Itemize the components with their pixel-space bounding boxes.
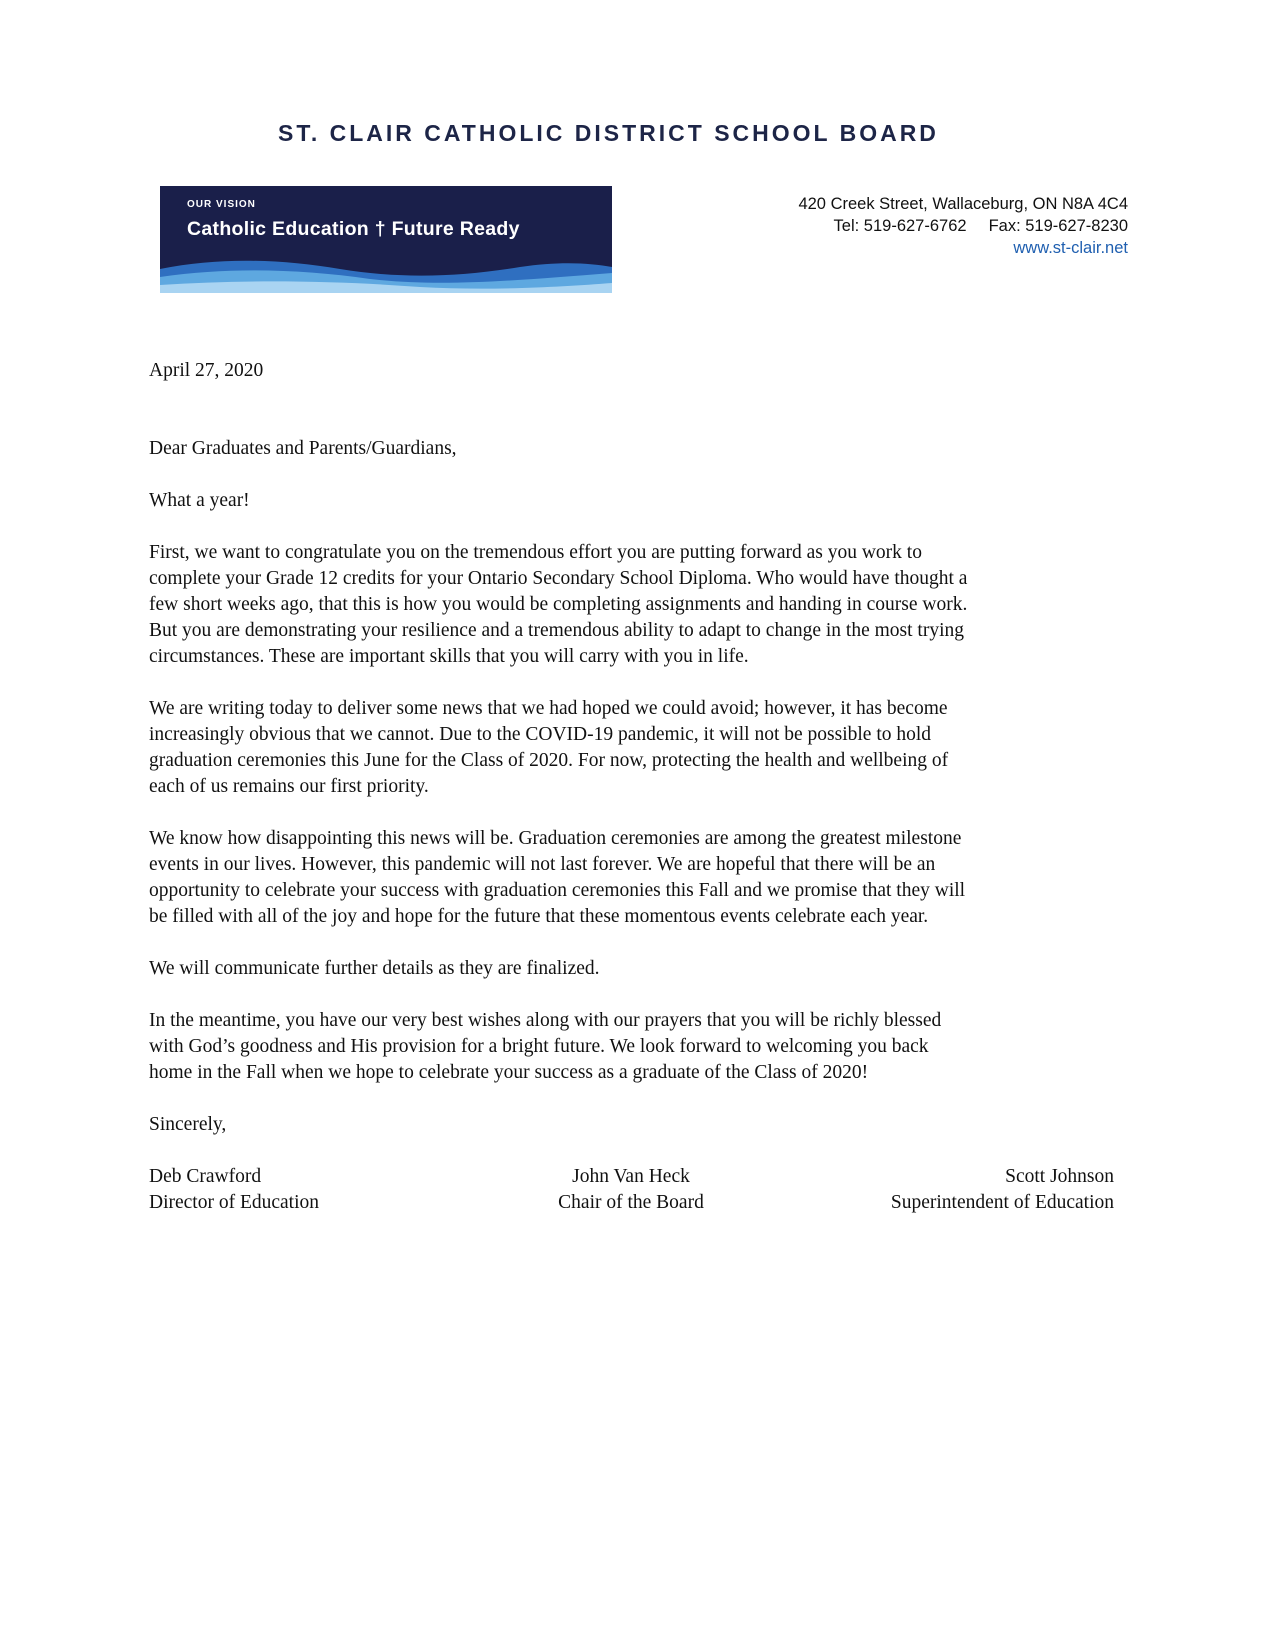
paragraph-1 xyxy=(149,488,1139,514)
paragraph-line: opportunity to celebrate your success with graduation ceremonies this Fall and we promise that they will xyxy=(149,880,966,901)
paragraph-line: complete your Grade 12 credits for your Ontario Secondary School Diploma. Who would have thought a xyxy=(149,568,968,589)
vision-banner xyxy=(160,186,612,293)
signatory-title: Superintendent of Education xyxy=(890,1192,1114,1213)
tel-text: Tel: 519-627-6762 xyxy=(833,217,967,235)
paragraph-2 xyxy=(149,540,1139,670)
closing: Sincerely, xyxy=(149,1114,227,1135)
website-link[interactable]: www.st-clair.net xyxy=(1013,239,1128,257)
paragraph-line: home in the Fall when we hope to celebrate your success as a graduate of the Class of 2020! xyxy=(149,1062,869,1083)
paragraph-line: We will communicate further details as they are finalized. xyxy=(149,958,600,979)
signatory-name: Scott Johnson xyxy=(1005,1166,1114,1187)
paragraph-line: We are writing today to deliver some news that we had hoped we could avoid; however, it has become xyxy=(149,698,948,719)
board-name-heading: ST. CLAIR CATHOLIC DISTRICT SCHOOL BOARD xyxy=(278,120,939,146)
fax-text: Fax: 519-627-8230 xyxy=(988,217,1128,235)
signatory-title: Chair of the Board xyxy=(558,1192,704,1213)
paragraph-line: First, we want to congratulate you on the tremendous effort you are putting forward as you work to xyxy=(149,542,922,563)
paragraph-3 xyxy=(149,696,1139,800)
address-line: 420 Creek Street, Wallaceburg, ON N8A 4C4 xyxy=(798,195,1128,213)
signatory-chair xyxy=(521,1164,741,1216)
paragraph-6 xyxy=(149,1008,1139,1086)
paragraph-line: increasingly obvious that we cannot. Due to the COVID-19 pandemic, it will not be possible to hold xyxy=(149,724,932,745)
paragraph-line: events in our lives. However, this pandemic will not last forever. We are hopeful that there will be an xyxy=(149,854,936,875)
paragraph-line: graduation ceremonies this June for the Class of 2020. For now, protecting the health and wellbeing of xyxy=(149,750,949,771)
paragraph-line: be filled with all of the joy and hope for the future that these momentous events celebrate each year. xyxy=(149,906,929,927)
signatory-name: Deb Crawford xyxy=(149,1166,262,1187)
paragraph-line: We know how disappointing this news will be. Graduation ceremonies are among the greatest milestone xyxy=(149,828,962,849)
paragraph-line: But you are demonstrating your resilience and a tremendous ability to adapt to change in the most trying xyxy=(149,620,965,641)
wave-decoration-icon xyxy=(160,255,612,293)
paragraph-line: What a year! xyxy=(149,490,250,511)
signatory-name: John Van Heck xyxy=(572,1166,690,1187)
vision-text: Catholic Education † Future Ready xyxy=(187,218,520,240)
signatory-director xyxy=(149,1164,319,1216)
paragraph-5 xyxy=(149,956,1139,982)
paragraph-line: circumstances. These are important skills that you will carry with you in life. xyxy=(149,646,749,667)
paragraph-line: few short weeks ago, that this is how you would be completing assignments and handing in course work. xyxy=(149,594,968,615)
signatory-superintendent xyxy=(891,1164,1114,1216)
salutation: Dear Graduates and Parents/Guardians, xyxy=(149,438,457,459)
paragraph-line: each of us remains our first priority. xyxy=(149,776,429,797)
vision-label: OUR VISION xyxy=(187,199,256,210)
letter-body xyxy=(149,488,1139,1112)
letter-date: April 27, 2020 xyxy=(149,360,264,381)
signatory-title: Director of Education xyxy=(149,1192,320,1213)
contact-block xyxy=(798,193,1128,259)
paragraph-line: with God’s goodness and His provision for a bright future. We look forward to welcoming you back xyxy=(149,1036,929,1057)
paragraph-4 xyxy=(149,826,1139,930)
signature-block xyxy=(149,1164,1114,1224)
phone-fax-line xyxy=(798,215,1128,237)
paragraph-line: In the meantime, you have our very best wishes along with our prayers that you will be richly blessed xyxy=(149,1010,942,1031)
